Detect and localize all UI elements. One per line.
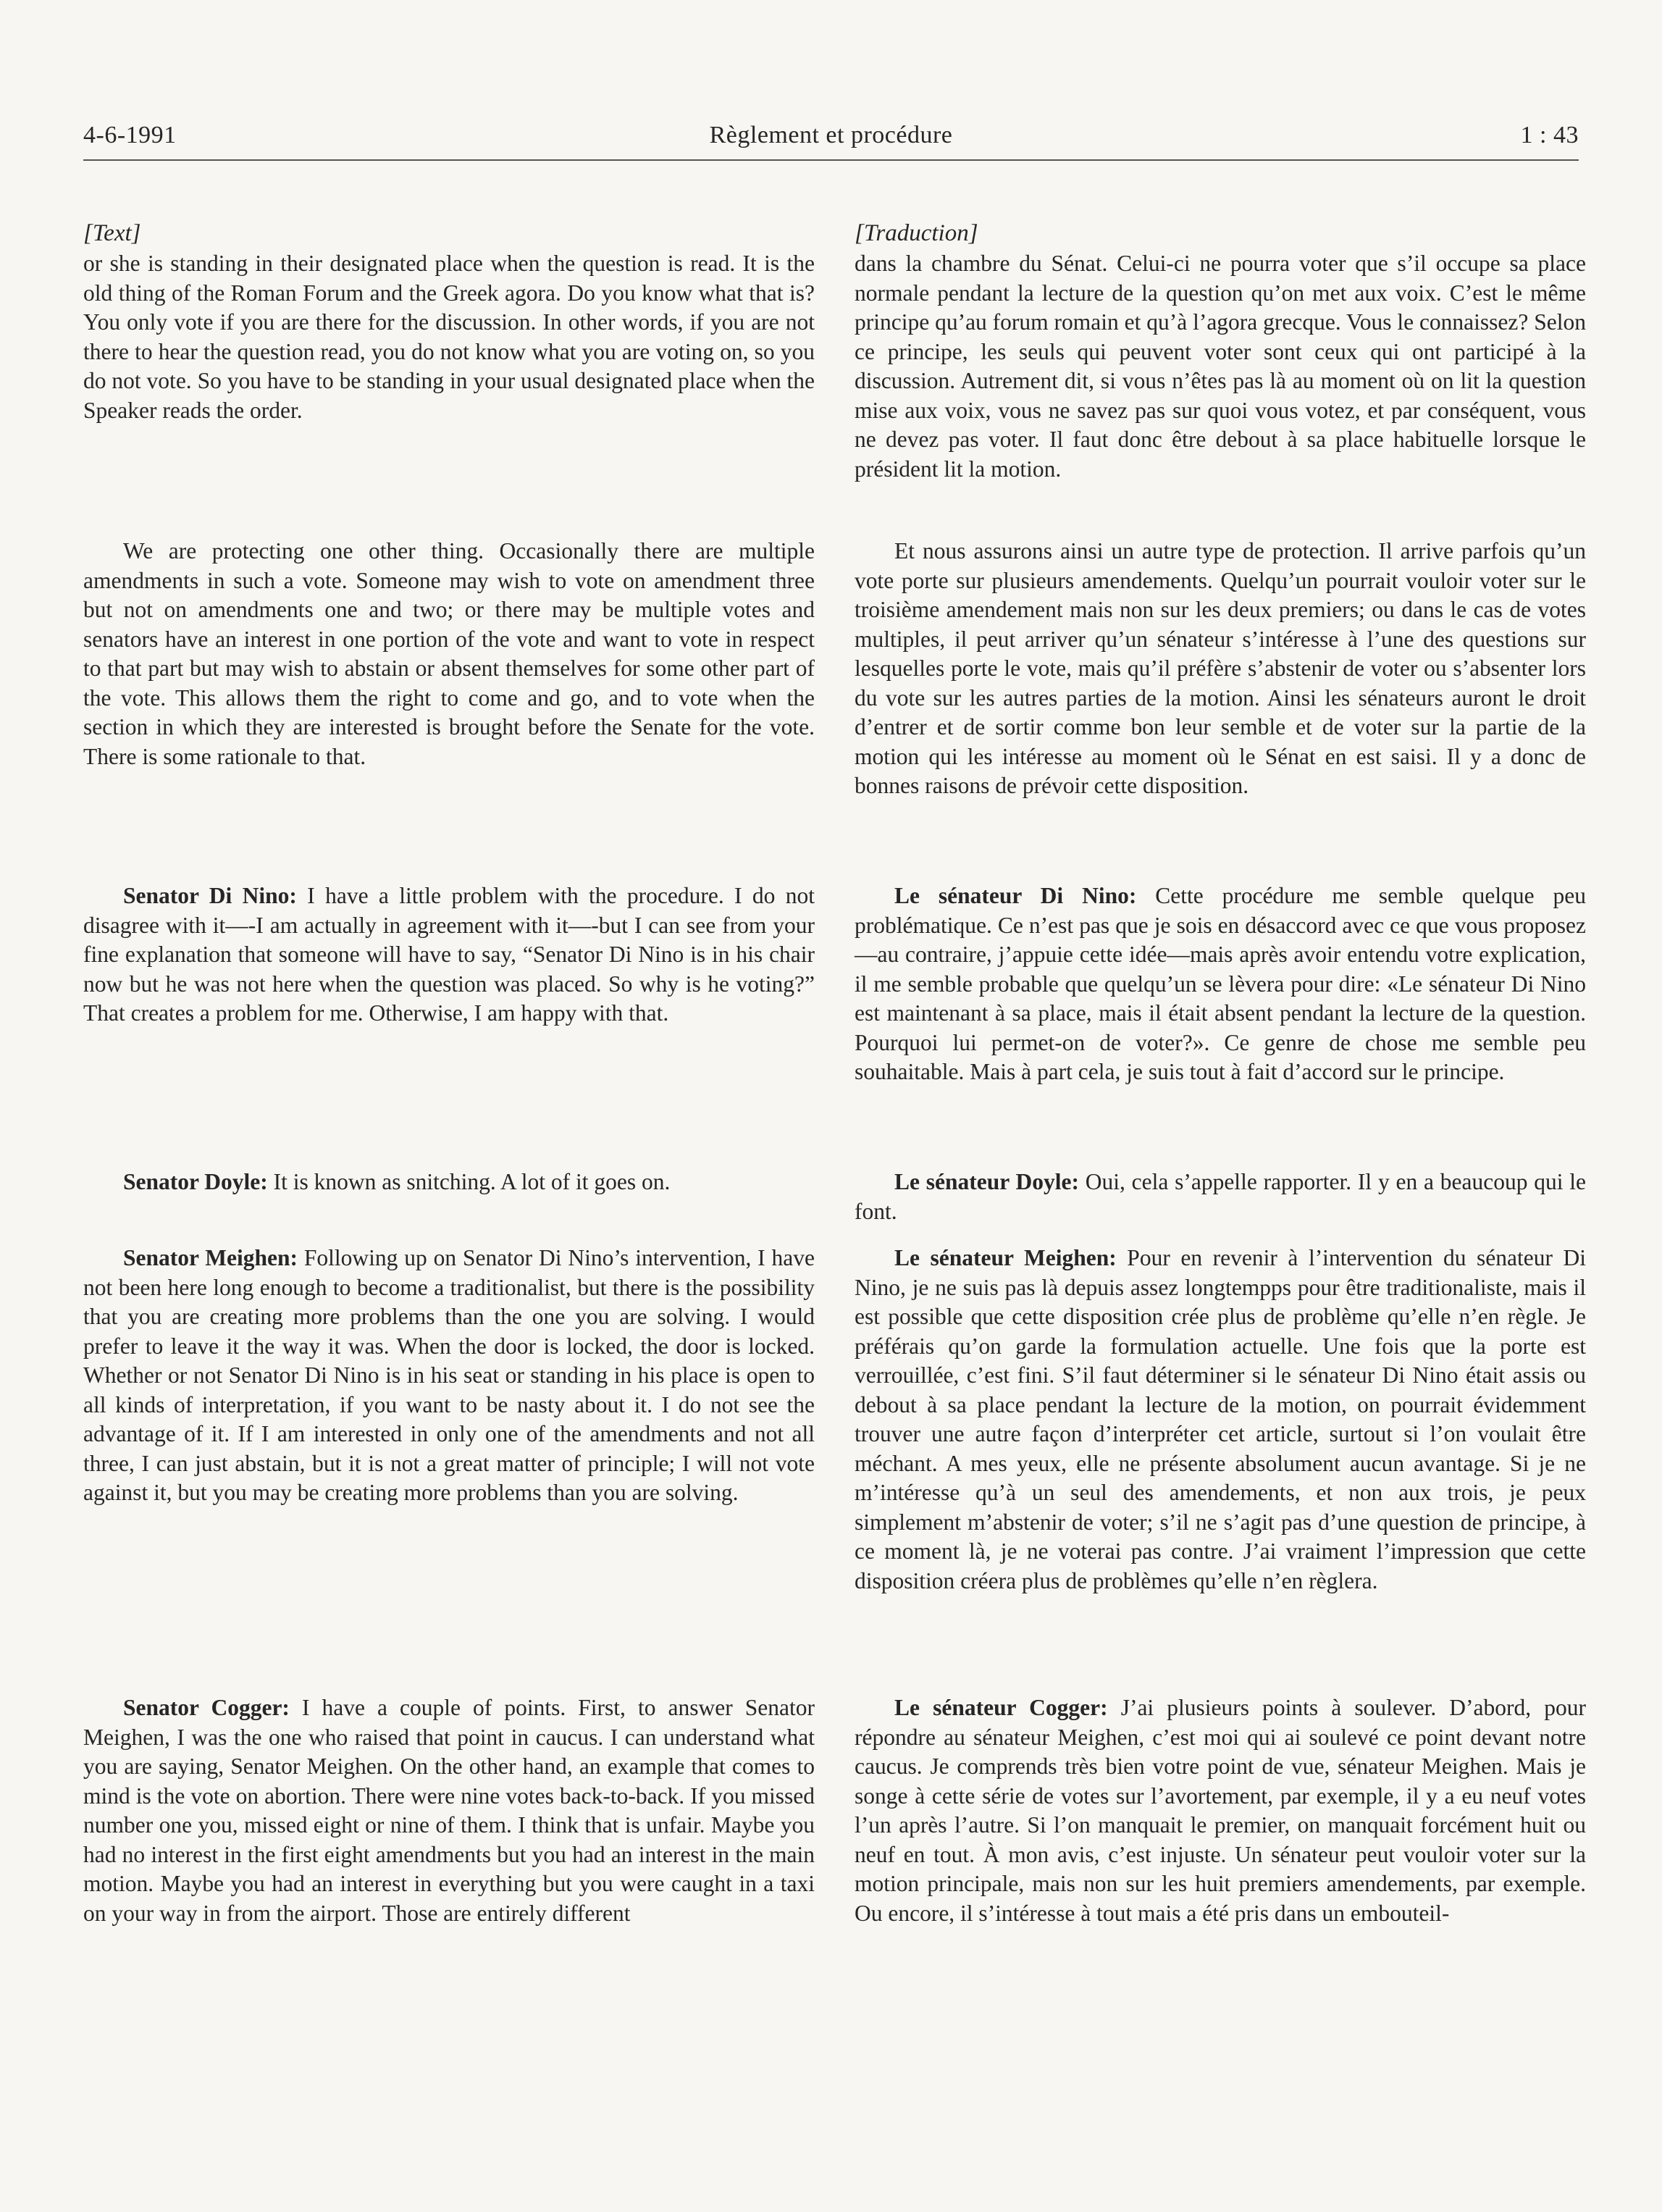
french-paragraph-1: dans la chambre du Sénat. Celui-ci ne pourra voter que s’il occupe sa place normale pendant la lecture de la question qu’on met aux voix. C’est le même principe qu’au forum romain et qu’à l’agora grecque. Vous le connaissez? Selon ce principe, les seuls qui peuvent voter sont ceux qui ont participé à la discussion. Autrement dit, si vous n’êtes pas là au moment où on lit la question mise aux voix, vous ne savez pas sur quoi vous votez, et par conséquent, vous ne devez pas voter. Il faut donc être debout à sa place habituelle lorsque le président lit la motion. bbox=[855, 251, 1586, 482]
speaker-name: Le sénateur Cogger: bbox=[894, 1695, 1108, 1720]
speaker-name: Senator Cogger: bbox=[123, 1695, 290, 1720]
french-paragraph-3 bbox=[855, 881, 1586, 1087]
english-paragraph-1: or she is standing in their designated place when the question is read. It is the old thing of the Roman Forum and the Greek agora. Do you know what that is? You only vote if you are there for the discussion. In other words, if you are not there to hear the question read, you do not know what you are voting on, so you do not vote. So you have to be standing in your usual designated place when the Speaker reads the order. bbox=[83, 251, 815, 423]
french-paragraph-4 bbox=[855, 1168, 1586, 1226]
speech-text: I have a little problem with the procedure. I do not disagree with it—-I am actually in agreement with it—-but I can see from your fine explanation that someone will have to say, “Senator Di Nino is in his chair now but he was not here when the question was placed. So why is he voting?” That creates a problem for me. Otherwise, I am happy with that. bbox=[83, 883, 815, 1026]
speaker-name: Senator Doyle: bbox=[123, 1169, 268, 1194]
speaker-name: Le sénateur Di Nino: bbox=[894, 883, 1137, 908]
speech-text: I have a couple of points. First, to answer Senator Meighen, I was the one who raised that point in caucus. I can understand what you are saying, Senator Meighen. On the other hand, an example that comes to mind is the vote on abortion. There were nine votes back-to-back. If you missed number one you, missed eight or nine of them. I think that is unfair. Maybe you had no interest in the first eight amendments but you had an interest in the main motion. Maybe you had an interest in everything but you were caught in a taxi on your way in from the airport. Those are entirely different bbox=[83, 1695, 815, 1926]
english-paragraph-2: We are protecting one other thing. Occasionally there are multiple amendments in such a vote. Someone may wish to vote on amendment three but not on amendments one and two; or there may be multiple votes and senators have an interest in one portion of the vote and want to vote in respect to that part but may wish to abstain or absent themselves for some other part of the vote. This allows them the right to come and go, and to vote when the section in which they are interested is brought before the Senate for the vote. There is some rationale to that. bbox=[83, 538, 815, 769]
french-paragraph-5 bbox=[855, 1244, 1586, 1596]
speech-text: It is known as snitching. A lot of it goes on. bbox=[267, 1169, 671, 1194]
header-date: 4-6-1991 bbox=[83, 122, 177, 148]
speaker-name: Le sénateur Doyle: bbox=[894, 1169, 1079, 1194]
speech-text: Oui, cela s’appelle rapporter. Il y en a beaucoup qui le font. bbox=[855, 1169, 1586, 1224]
english-paragraph-3 bbox=[83, 881, 815, 1029]
french-paragraph-2: Et nous assurons ainsi un autre type de protection. Il arrive parfois qu’un vote porte sur plusieurs amendements. Quelqu’un pourrait vouloir voter sur le troisième amendement mais non sur les deux premiers; ou dans le cas de votes multiples, il peut arriver qu’un sénateur s’intéresse à l’une des questions sur lesquelles porte le vote, mais qu’il préfère s’abstenir de voter ou s’absenter lors du vote sur les autres parties de la motion. Ainsi les sénateurs auront le droit d’entrer et de sortir comme bon leur semble et de voter sur la partie de la motion qui les intéresse au moment où le Sénat en est saisi. Il y a donc de bonnes raisons de prévoir cette disposition. bbox=[855, 538, 1586, 798]
english-paragraph-5 bbox=[83, 1244, 815, 1508]
french-paragraph-6 bbox=[855, 1693, 1586, 1928]
english-column-label: [Text] bbox=[83, 220, 141, 246]
english-paragraph-4 bbox=[83, 1168, 815, 1197]
french-column-label: [Traduction] bbox=[855, 220, 978, 246]
english-paragraph-6 bbox=[83, 1693, 815, 1928]
speech-text: Following up on Senator Di Nino’s intervention, I have not been here long enough to become a traditionalist, but there is the possibility that you are creating more problems than the one you are solving. I would prefer to leave it the way it was. When the door is locked, the door is locked. Whether or not Senator Di Nino is in his seat or standing in his place is open to all kinds of interpretation, if you want to be nasty about it. I do not see the advantage of it. If I am interested in only one of the amendments and not all three, I can just abstain, but it is not a great matter of principle; I will not vote against it, but you may be creating more problems than you are solving. bbox=[83, 1245, 815, 1505]
header-page-number: 1 : 43 bbox=[1520, 122, 1579, 148]
page-header bbox=[83, 116, 1579, 161]
speaker-name: Senator Di Nino: bbox=[123, 883, 297, 908]
header-title: Règlement et procédure bbox=[709, 122, 953, 148]
speech-text: Cette procédure me semble quelque peu problématique. Ce n’est pas que je sois en désaccord avec ce que vous proposez—au contraire, j’appuie cette idée—mais après avoir entendu votre explication, il me semble probable que quelqu’un se lèvera pour dire: «Le sénateur Di Nino est maintenant à sa place, mais il était absent pendant la lecture de la question. Pourquoi lui permet-on de voter?». Ce genre de chose me semble peu souhaitable. Mais à part cela, je suis tout à fait d’accord sur le principe. bbox=[855, 883, 1586, 1084]
speech-text: Pour en revenir à l’intervention du sénateur Di Nino, je ne suis pas là depuis assez longtempps pour être traditionaliste, mais il est possible que cette disposition crée plus de problème qu’elle n’en règle. Je préférais qu’on garde la formulation actuelle. Une fois que la porte est verrouillée, c’est fini. S’il faut déterminer si le sénateur Di Nino était assis ou debout à sa place pendant la lecture de la motion, on pourrait évidemment trouver une autre façon d’interpréter cet article, surtout si l’on voulait être méchant. A mes yeux, elle ne présente absolument aucun avantage. Si je ne m’intéresse qu’à un seul des amendements, et non aux trois, je peux simplement m’abstenir de voter; s’il ne s’agit pas d’une question de principe, à ce moment là, je ne voterai pas contre. J’ai vraiment l’impression que cette disposition créera plus de problèmes qu’elle n’en règlera. bbox=[855, 1245, 1587, 1593]
speech-text: J’ai plusieurs points à soulever. D’abord, pour répondre au sénateur Meighen, c’est moi qui ai soulevé ce point devant notre caucus. Je comprends très bien votre point de vue, sénateur Meighen. Mais je songe à cette série de votes sur l’avortement, par exemple, il y a eu neuf votes l’un après l’autre. Si l’on manquait le premier, on manquait forcément huit ou neuf en tout. À mon avis, c’est injuste. Un sénateur peut vouloir voter sur la motion principale, mais non sur les huit premiers amendements, par exemple. Ou encore, il s’intéresse à tout mais a été pris dans un embouteil- bbox=[855, 1695, 1586, 1926]
speaker-name: Le sénateur Meighen: bbox=[894, 1245, 1117, 1270]
speaker-name: Senator Meighen: bbox=[123, 1245, 298, 1270]
